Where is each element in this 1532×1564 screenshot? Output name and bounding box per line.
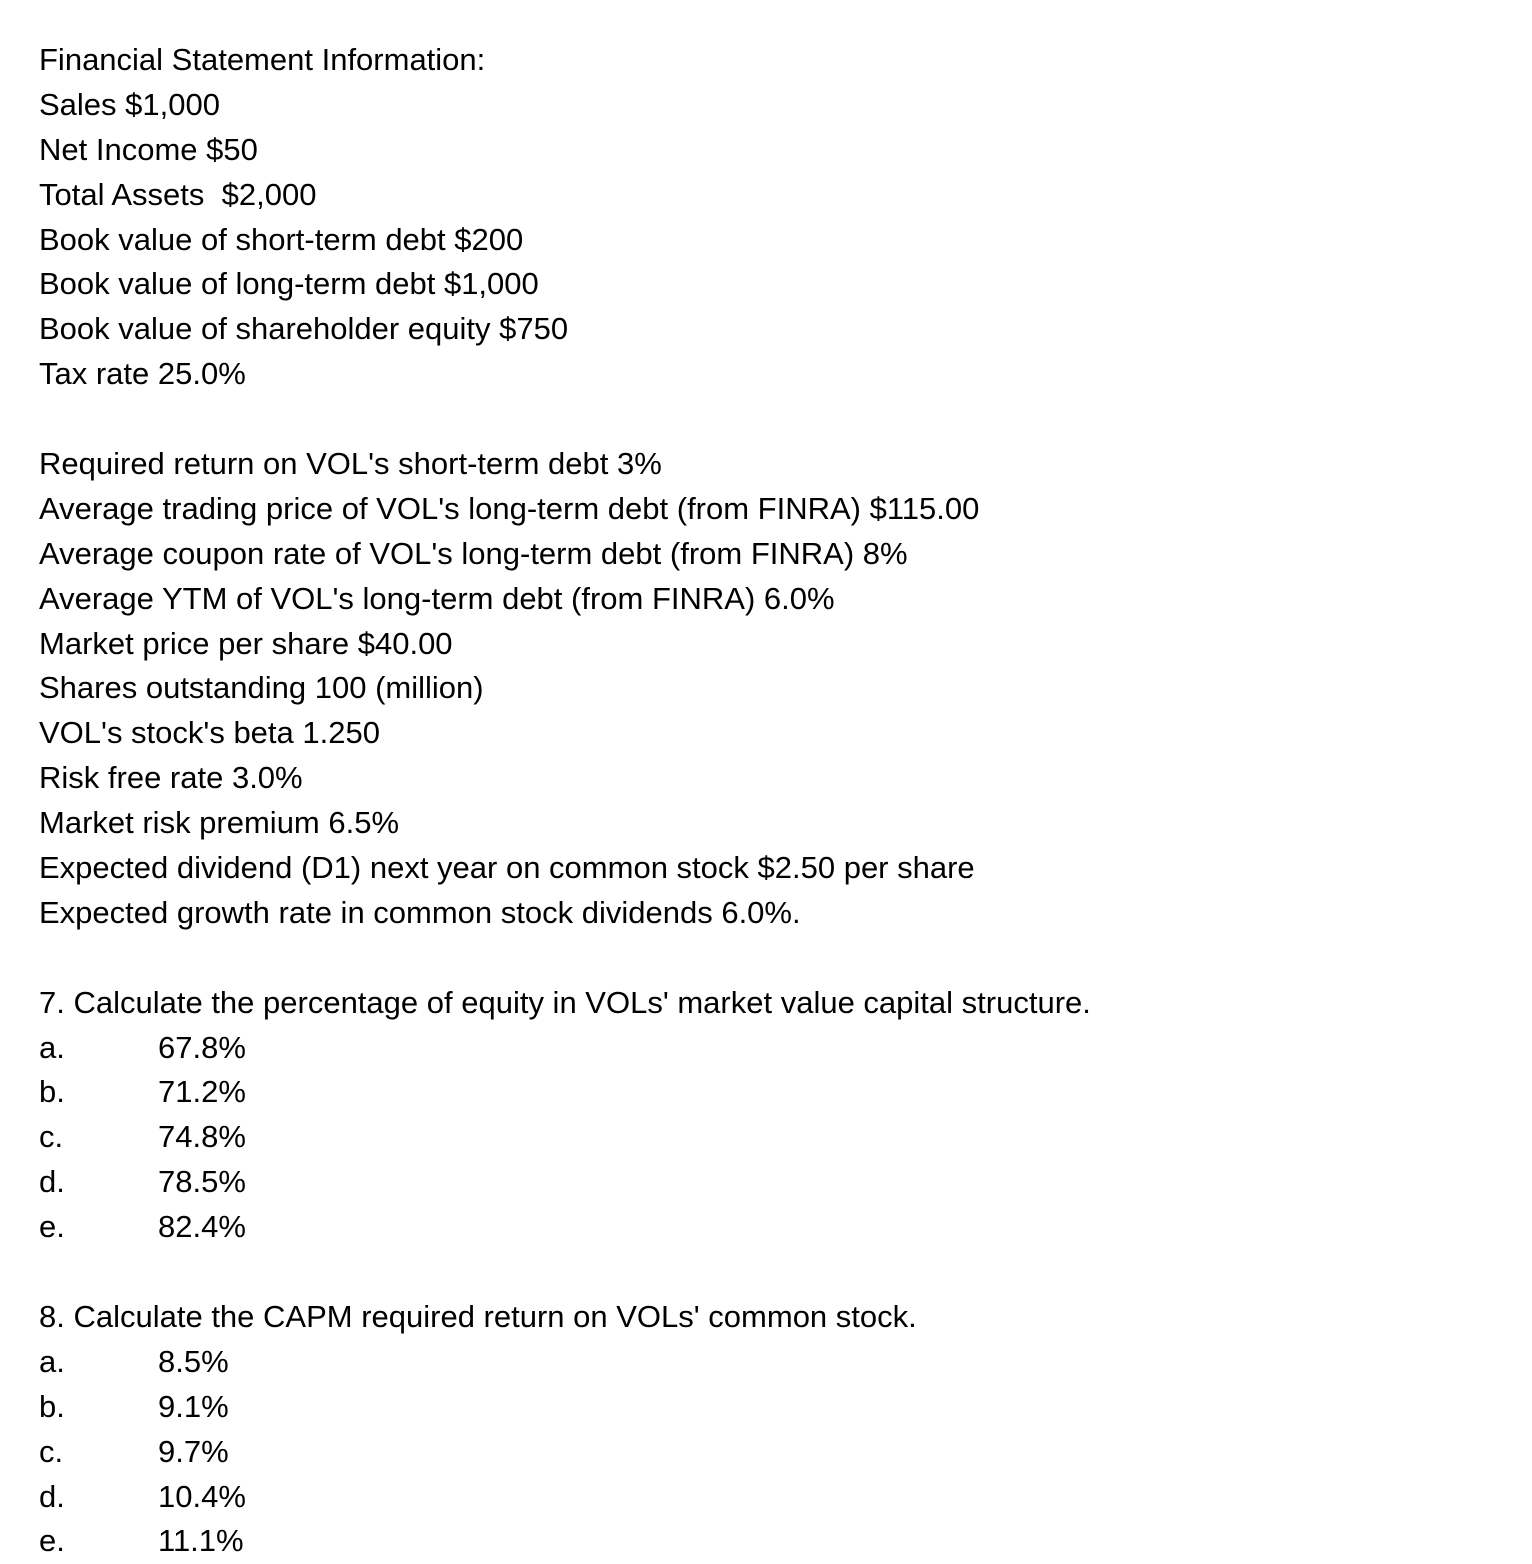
document-page bbox=[39, 38, 1532, 1564]
market-info-section bbox=[39, 442, 1532, 936]
choice-letter: e. bbox=[39, 1523, 65, 1559]
info-line: Shares outstanding 100 (million) bbox=[39, 670, 484, 706]
blank-line bbox=[39, 936, 1532, 981]
answer-choice bbox=[39, 1475, 1532, 1520]
info-line: Total Assets $2,000 bbox=[39, 176, 317, 212]
answer-choice bbox=[39, 1026, 1532, 1071]
choice-letter: d. bbox=[39, 1478, 65, 1514]
answer-choice bbox=[39, 1070, 1532, 1115]
choice-value: 11.1% bbox=[158, 1523, 244, 1559]
answer-choice bbox=[39, 1115, 1532, 1160]
choice-letter: c. bbox=[39, 1119, 64, 1155]
choice-letter: a. bbox=[39, 1343, 65, 1379]
choice-letter: e. bbox=[39, 1209, 65, 1245]
info-line: Net Income $50 bbox=[39, 131, 258, 167]
choice-value: 9.7% bbox=[158, 1433, 229, 1469]
answer-choice bbox=[39, 1160, 1532, 1205]
financial-info-section bbox=[39, 38, 1532, 397]
info-line: VOL's stock's beta 1.250 bbox=[39, 715, 380, 751]
choice-value: 9.1% bbox=[158, 1388, 229, 1424]
info-line: Market risk premium 6.5% bbox=[39, 805, 400, 841]
choice-value: 82.4% bbox=[158, 1209, 246, 1245]
info-line: Book value of short-term debt $200 bbox=[39, 221, 524, 257]
info-line: Expected dividend (D1) next year on common stock $2.50 per share bbox=[39, 850, 975, 886]
info-line: Tax rate 25.0% bbox=[39, 356, 246, 392]
answer-choice bbox=[39, 1519, 1532, 1564]
choice-value: 78.5% bbox=[158, 1164, 246, 1200]
info-line: Expected growth rate in common stock dividends 6.0%. bbox=[39, 894, 801, 930]
blank-line bbox=[39, 1250, 1532, 1295]
choice-letter: b. bbox=[39, 1388, 65, 1424]
info-line: Market price per share $40.00 bbox=[39, 625, 453, 661]
answer-choice bbox=[39, 1385, 1532, 1430]
choice-letter: b. bbox=[39, 1074, 65, 1110]
question-text: 8. Calculate the CAPM required return on VOLs' common stock. bbox=[39, 1298, 917, 1334]
question-text: 7. Calculate the percentage of equity in VOLs' market value capital structure. bbox=[39, 984, 1091, 1020]
answer-choice bbox=[39, 1205, 1532, 1250]
answer-choice bbox=[39, 1340, 1532, 1385]
question-7 bbox=[39, 981, 1532, 1250]
section-heading: Financial Statement Information: bbox=[39, 42, 486, 77]
info-line: Average trading price of VOL's long-term debt (from FINRA) $115.00 bbox=[39, 490, 980, 526]
choice-value: 67.8% bbox=[158, 1029, 246, 1065]
choice-value: 10.4% bbox=[158, 1478, 246, 1514]
blank-line bbox=[39, 397, 1532, 442]
info-line: Average coupon rate of VOL's long-term debt (from FINRA) 8% bbox=[39, 535, 908, 571]
info-line: Sales $1,000 bbox=[39, 86, 220, 122]
choice-letter: c. bbox=[39, 1433, 64, 1469]
info-line: Required return on VOL's short-term debt 3% bbox=[39, 446, 662, 482]
choice-letter: d. bbox=[39, 1164, 65, 1200]
answer-choice bbox=[39, 1430, 1532, 1475]
choice-value: 8.5% bbox=[158, 1343, 229, 1379]
choice-value: 71.2% bbox=[158, 1074, 246, 1110]
info-line: Risk free rate 3.0% bbox=[39, 760, 303, 796]
info-line: Average YTM of VOL's long-term debt (from FINRA) 6.0% bbox=[39, 580, 835, 616]
question-8 bbox=[39, 1295, 1532, 1564]
choice-letter: a. bbox=[39, 1029, 65, 1065]
info-line: Book value of shareholder equity $750 bbox=[39, 311, 569, 347]
choice-value: 74.8% bbox=[158, 1119, 246, 1155]
info-line: Book value of long-term debt $1,000 bbox=[39, 266, 539, 302]
